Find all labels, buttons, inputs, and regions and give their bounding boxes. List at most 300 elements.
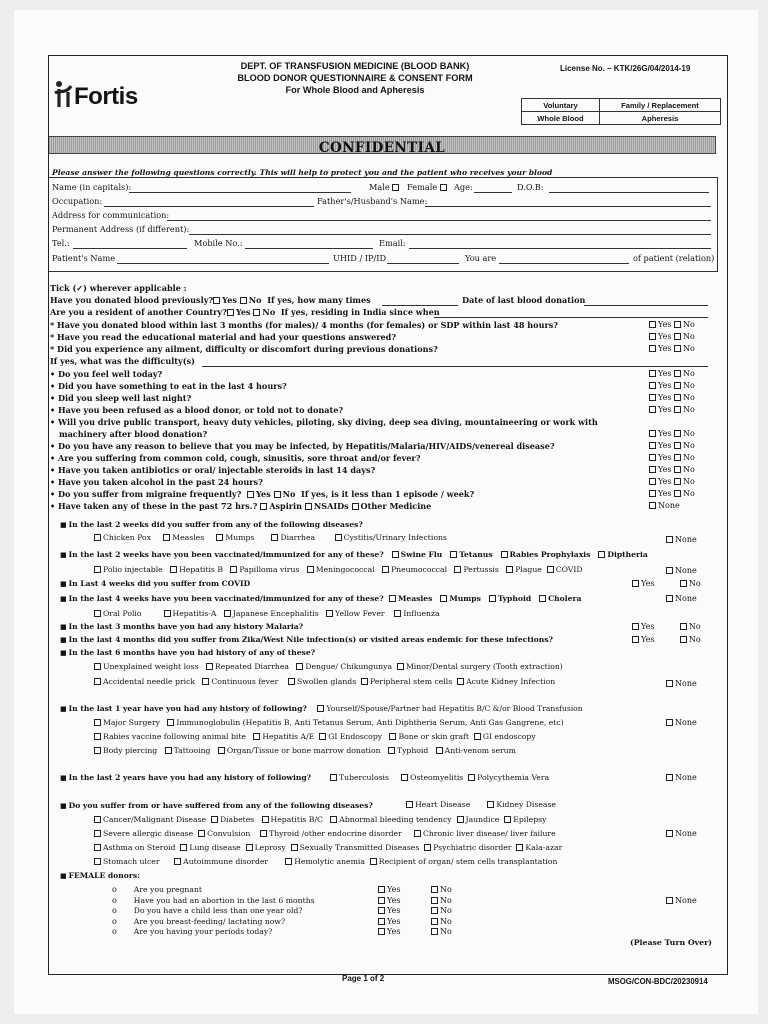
- question-ailment: * Did you experience any ailment, difficulty or discomfort during previous donations?: [50, 344, 438, 354]
- female-label: Female: [407, 182, 438, 192]
- typhoid-vacc-label: Typhoid: [497, 594, 532, 603]
- hepatitis-a-label: Hepatitis-A: [172, 609, 217, 618]
- occupation-field[interactable]: [104, 206, 314, 207]
- diptheria-checkbox[interactable]: [598, 551, 605, 558]
- dengue-checkbox[interactable]: [296, 663, 303, 670]
- no-checkbox[interactable]: [431, 918, 438, 925]
- aspirin-checkbox[interactable]: [260, 503, 267, 510]
- yes-checkbox[interactable]: [649, 370, 656, 377]
- no-checkbox[interactable]: [674, 394, 681, 401]
- hepatitis-bc-checkbox[interactable]: [262, 816, 269, 823]
- other-medicine-checkbox[interactable]: [352, 503, 359, 510]
- no-checkbox[interactable]: [674, 321, 681, 328]
- pneumococcal-checkbox[interactable]: [382, 566, 389, 573]
- gi-endoscopy-checkbox[interactable]: [319, 733, 326, 740]
- lung-disease-checkbox[interactable]: [180, 844, 187, 851]
- none-checkbox[interactable]: [666, 830, 673, 837]
- repeated-diarrhea-label: Repeated Diarrhea: [214, 662, 289, 671]
- no-label: No: [682, 441, 695, 450]
- instruction-text: Please answer the following questions correctly. This will help to protect you and the patient who receives your blood: [52, 168, 553, 177]
- name-field[interactable]: [129, 192, 351, 193]
- last-donation-date-label: Date of last blood donation: [462, 295, 586, 305]
- polio-injectable-checkbox[interactable]: [94, 566, 101, 573]
- diabetes-label: Diabetes: [219, 815, 255, 824]
- mobile-field[interactable]: [245, 248, 373, 249]
- yes-checkbox[interactable]: [378, 918, 385, 925]
- none-checkbox[interactable]: [649, 502, 656, 509]
- none-checkbox[interactable]: [666, 719, 673, 726]
- measles-vacc-checkbox[interactable]: [389, 595, 396, 602]
- resident-no-checkbox[interactable]: [253, 309, 260, 316]
- yes-checkbox[interactable]: [378, 928, 385, 935]
- female-question-text: Have you had an abortion in the last 6 months: [133, 895, 315, 905]
- plague-checkbox[interactable]: [506, 566, 513, 573]
- uhid-field[interactable]: [387, 263, 459, 264]
- hepatitis-b-vacc-checkbox[interactable]: [170, 566, 177, 573]
- female-donors-heading: ■ FEMALE donors:: [60, 871, 140, 880]
- chicken-pox-checkbox[interactable]: [94, 534, 101, 541]
- no-checkbox[interactable]: [674, 406, 681, 413]
- yes-label: Yes: [641, 622, 655, 631]
- yes-no-pair: [632, 622, 701, 631]
- yes-label: Yes: [658, 369, 672, 378]
- yes-checkbox[interactable]: [378, 907, 385, 914]
- polycythemia-checkbox[interactable]: [468, 774, 475, 781]
- s2w-disease-options: [94, 533, 447, 542]
- none-option: [666, 896, 697, 905]
- donated-no-checkbox[interactable]: [240, 297, 247, 304]
- no-label: No: [682, 332, 695, 341]
- s2w-vacc-options: [94, 565, 583, 574]
- patient-name-field[interactable]: [117, 263, 329, 264]
- father-name-field[interactable]: [425, 206, 711, 207]
- yes-checkbox[interactable]: [649, 382, 656, 389]
- question-cold: • Are you suffering from common cold, cough, sinusitis, sore throat and/or fever?: [50, 453, 421, 463]
- female-question-text: Are you breast-feeding/ lactating now?: [133, 916, 286, 926]
- heart-disease-checkbox[interactable]: [406, 801, 413, 808]
- address-field[interactable]: [167, 220, 711, 221]
- no-label: No: [682, 465, 695, 474]
- s2y-options: [330, 773, 549, 782]
- donation-type-table: [521, 98, 721, 125]
- question-infected: • Do you have any reason to believe that you may be infected, by Hepatitis/Malaria/HIV/AIDS/venereal disease?: [50, 441, 555, 451]
- question-drive-line2: machinery after blood donation?: [59, 429, 208, 439]
- none-option: [666, 718, 697, 727]
- male-label: Male: [369, 182, 390, 192]
- none-label: None: [675, 896, 697, 905]
- cystitis-checkbox[interactable]: [335, 534, 342, 541]
- s1y-question: ■ In the last 1 year have you had any history of following? Yourself/Spouse/Partner had Hepatitis B/C &/or Blood Transfusion: [60, 704, 583, 713]
- yes-label: Yes: [641, 579, 655, 588]
- s1y-options-row2: [94, 732, 536, 741]
- no-label: No: [688, 579, 701, 588]
- no-label: No: [439, 906, 452, 915]
- bleeding-checkbox[interactable]: [330, 816, 337, 823]
- chicken-pox-label: Chicken Pox: [103, 533, 152, 542]
- transplant-checkbox[interactable]: [370, 858, 377, 865]
- typhoid-vacc-checkbox[interactable]: [489, 595, 496, 602]
- no-label: No: [682, 453, 695, 462]
- tick-instruction: Tick (✓) wherever applicable :: [50, 283, 187, 293]
- no-label: No: [439, 895, 452, 905]
- weight-loss-label: Unexplained weight loss: [103, 662, 199, 671]
- diseases-text: Do you suffer from or have suffered from any of the following diseases?: [68, 801, 373, 810]
- fortis-wordmark: Fortis: [74, 83, 138, 110]
- leprosy-checkbox[interactable]: [246, 844, 253, 851]
- swine-flu-label: Swine Flu: [400, 550, 443, 559]
- none-checkbox[interactable]: [666, 774, 673, 781]
- form-title: BLOOD DONOR QUESTIONNAIRE & CONSENT FORM: [237, 73, 473, 83]
- patient-name-label: Patient's Name: [52, 253, 116, 263]
- no-label: No: [688, 635, 701, 644]
- yes-checkbox[interactable]: [649, 490, 656, 497]
- no-checkbox[interactable]: [431, 907, 438, 914]
- osteomyelitis-checkbox[interactable]: [401, 774, 408, 781]
- yes-no-pair: [649, 465, 695, 474]
- pertussis-label: Pertussis: [463, 565, 499, 574]
- diseases-options-row3: [94, 843, 562, 852]
- s4w-vacc-question: ■ In the last 4 weeks have you been vaccinated/immunized for any of these? Measles Mumps Typhoid Cholera: [60, 594, 582, 603]
- no-checkbox[interactable]: [674, 430, 681, 437]
- papilloma-checkbox[interactable]: [230, 566, 237, 573]
- no-checkbox[interactable]: [431, 897, 438, 904]
- s2w-vacc-question: ■ In the last 2 weeks have you been vaccinated/immunized for any of these? Swine Flu Tetanus Rabies Prophylaxis Diptheria: [60, 550, 648, 559]
- apheresis-cell[interactable]: Apheresis: [600, 112, 721, 125]
- diarrhea-checkbox[interactable]: [271, 534, 278, 541]
- no-label: No: [439, 916, 452, 926]
- yes-no-pair: [649, 320, 695, 329]
- last-donation-date-field[interactable]: [584, 305, 708, 306]
- yes-checkbox[interactable]: [378, 897, 385, 904]
- mumps-checkbox[interactable]: [216, 534, 223, 541]
- please-turn-over: (Please Turn Over): [630, 938, 712, 947]
- tattooing-label: Tattooing: [173, 746, 211, 755]
- papilloma-label: Papilloma virus: [239, 565, 300, 574]
- yes-checkbox[interactable]: [649, 394, 656, 401]
- none-checkbox[interactable]: [666, 536, 673, 543]
- female-question-item: [112, 906, 302, 915]
- donated-before-text: Have you donated blood previously?: [50, 295, 214, 305]
- age-label: Age:: [454, 182, 473, 192]
- autoimmune-checkbox[interactable]: [174, 858, 181, 865]
- mumps-vacc-label: Mumps: [449, 594, 481, 603]
- no-label: No: [682, 369, 695, 378]
- none-checkbox[interactable]: [666, 595, 673, 602]
- no-label: No: [682, 393, 695, 402]
- typhoid-checkbox[interactable]: [388, 747, 395, 754]
- migraine-text: • Do you suffer from migraine frequently?: [50, 489, 242, 499]
- no-checkbox[interactable]: [680, 580, 687, 587]
- yes-checkbox[interactable]: [649, 333, 656, 340]
- yes-no-pair: [378, 906, 452, 915]
- email-label: Email:: [379, 238, 406, 248]
- oral-polio-checkbox[interactable]: [94, 610, 101, 617]
- no-checkbox[interactable]: [674, 442, 681, 449]
- thyroid-label: Thyroid /other endocrine disorder: [269, 829, 402, 838]
- yes-label: Yes: [387, 895, 401, 905]
- none-label: None: [658, 501, 680, 510]
- no-label: No: [682, 477, 695, 486]
- hepatitis-bc-label: Hepatitis B/C: [270, 815, 323, 824]
- yes-checkbox[interactable]: [649, 406, 656, 413]
- jaundice-checkbox[interactable]: [457, 816, 464, 823]
- pneumococcal-label: Pneumococcal: [390, 565, 448, 574]
- measles-vacc-label: Measles: [397, 594, 433, 603]
- none-option: [666, 535, 697, 544]
- covid-vacc-checkbox[interactable]: [547, 566, 554, 573]
- family-replacement-cell[interactable]: Family / Replacement: [600, 99, 721, 112]
- none-label: None: [675, 535, 697, 544]
- difficulty-field[interactable]: [202, 366, 708, 367]
- allergic-checkbox[interactable]: [94, 830, 101, 837]
- covid-vacc-label: COVID: [555, 565, 583, 574]
- resident-no-label: No: [262, 307, 276, 317]
- rabies-prophylaxis-label: Rabies Prophylaxis: [509, 550, 591, 559]
- no-checkbox[interactable]: [674, 345, 681, 352]
- bullet-circle-icon: o: [112, 895, 117, 905]
- measles-checkbox[interactable]: [163, 534, 170, 541]
- immunoglobulin-label: Immunoglobulin (Hepatitis B, Anti Tetanus Serum, Anti Diphtheria Serum, Anti Gas Gangrene, etc): [176, 718, 564, 727]
- yes-label: Yes: [658, 441, 672, 450]
- question-migraine: [50, 489, 474, 499]
- s1y-options-row1: [94, 718, 564, 727]
- liver-disease-checkbox[interactable]: [414, 830, 421, 837]
- rabies-prophylaxis-checkbox[interactable]: [501, 551, 508, 558]
- tel-field[interactable]: [73, 248, 187, 249]
- diseases-options-row2: [94, 829, 556, 838]
- psychiatric-checkbox[interactable]: [424, 844, 431, 851]
- migraine-yes-checkbox[interactable]: [247, 491, 254, 498]
- epilepsy-checkbox[interactable]: [504, 816, 511, 823]
- question-donated-before: [50, 295, 371, 305]
- meningococcal-label: Meningococcal: [315, 565, 375, 574]
- no-checkbox[interactable]: [431, 928, 438, 935]
- weight-loss-checkbox[interactable]: [94, 663, 101, 670]
- influenza-checkbox[interactable]: [394, 610, 401, 617]
- yes-checkbox[interactable]: [649, 321, 656, 328]
- female-checkbox[interactable]: [440, 184, 447, 191]
- lung-disease-label: Lung disease: [189, 843, 241, 852]
- zika-text: In the last 4 months did you suffer from Zika/West Nile infection(s) or visited areas endemic for these infections?: [68, 635, 553, 644]
- question-recent-donation: * Have you donated blood within last 3 months (for males)/ 4 months (for females) or SDP within last 48 hours?: [50, 320, 559, 330]
- yes-no-pair: [649, 441, 695, 450]
- anti-venom-checkbox[interactable]: [436, 747, 443, 754]
- resident-yes-checkbox[interactable]: [227, 309, 234, 316]
- convulsion-label: Convulsion: [207, 829, 251, 838]
- kala-azar-label: Kala-azar: [525, 843, 563, 852]
- s6m-text: In the last 6 months have you had history of any of these?: [68, 648, 316, 657]
- swollen-glands-checkbox[interactable]: [288, 678, 295, 685]
- migraine-no-checkbox[interactable]: [274, 491, 281, 498]
- body-piercing-checkbox[interactable]: [94, 747, 101, 754]
- gi-endoscopy-label: GI Endoscopy: [328, 732, 383, 741]
- no-checkbox[interactable]: [674, 490, 681, 497]
- no-checkbox[interactable]: [674, 466, 681, 473]
- convulsion-checkbox[interactable]: [198, 830, 205, 837]
- no-checkbox[interactable]: [674, 382, 681, 389]
- std-checkbox[interactable]: [291, 844, 298, 851]
- none-checkbox[interactable]: [666, 897, 673, 904]
- yes-checkbox[interactable]: [649, 454, 656, 461]
- hepatitis-partner-checkbox[interactable]: [317, 705, 324, 712]
- none-label: None: [675, 679, 697, 688]
- female-question-item: [112, 896, 315, 905]
- migraine-yes-label: Yes: [255, 489, 271, 499]
- nsaids-checkbox[interactable]: [305, 503, 312, 510]
- resident-since-field[interactable]: [434, 317, 708, 318]
- hepatitis-b-vacc-label: Hepatitis B: [179, 565, 223, 574]
- diseases-header-options: [406, 800, 556, 809]
- other-medicine-label: Other Medicine: [360, 501, 432, 511]
- allergic-label: Severe allergic disease: [103, 829, 194, 838]
- yes-label: Yes: [658, 489, 672, 498]
- dental-surgery-checkbox[interactable]: [397, 663, 404, 670]
- yes-label: Yes: [658, 381, 672, 390]
- permanent-address-field[interactable]: [189, 234, 711, 235]
- liver-disease-label: Chronic liver disease/ liver failure: [422, 829, 556, 838]
- bone-skin-graft-checkbox[interactable]: [389, 733, 396, 740]
- diabetes-checkbox[interactable]: [211, 816, 218, 823]
- diseases-options-row1: [94, 815, 546, 824]
- s4w-vacc-text: In the last 4 weeks have you been vaccinated/immunized for any of these?: [68, 594, 384, 603]
- yes-checkbox[interactable]: [632, 623, 639, 630]
- rabies-vaccine-checkbox[interactable]: [94, 733, 101, 740]
- donated-yes-label: Yes: [222, 295, 237, 305]
- no-checkbox[interactable]: [680, 623, 687, 630]
- question-feel-well: • Do you feel well today?: [50, 369, 163, 379]
- yes-label: Yes: [641, 635, 655, 644]
- repeated-diarrhea-checkbox[interactable]: [206, 663, 213, 670]
- male-checkbox[interactable]: [392, 184, 399, 191]
- stem-cells-label: Peripheral stem cells: [370, 677, 453, 686]
- swine-flu-checkbox[interactable]: [392, 551, 399, 558]
- female-question-text: Are you having your periods today?: [133, 927, 273, 936]
- female-question-item: [112, 927, 272, 936]
- major-surgery-checkbox[interactable]: [94, 719, 101, 726]
- japanese-enc-checkbox[interactable]: [224, 610, 231, 617]
- asthma-label: Asthma on Steroid: [103, 843, 176, 852]
- tuberculosis-checkbox[interactable]: [330, 774, 337, 781]
- donation-times-field[interactable]: [382, 305, 458, 306]
- s1y-options-row3: [94, 746, 516, 755]
- question-eaten: • Did you have something to eat in the last 4 hours?: [50, 381, 287, 391]
- yes-checkbox[interactable]: [632, 580, 639, 587]
- cancer-label: Cancer/Malignant Disease: [103, 815, 207, 824]
- dengue-label: Dengue/ Chikungunya: [305, 662, 393, 671]
- osteomyelitis-label: Osteomyelitis: [410, 773, 464, 782]
- malaria-question: ■ In the last 3 months have you had any history Malaria?: [60, 622, 304, 631]
- kidney-disease-checkbox[interactable]: [487, 801, 494, 808]
- yes-label: Yes: [658, 405, 672, 414]
- autoimmune-label: Autoimmune disorder: [183, 857, 269, 866]
- organ-donation-checkbox[interactable]: [218, 747, 225, 754]
- needle-prick-checkbox[interactable]: [94, 678, 101, 685]
- yes-checkbox[interactable]: [649, 478, 656, 485]
- stem-cells-checkbox[interactable]: [361, 678, 368, 685]
- meningococcal-checkbox[interactable]: [307, 566, 314, 573]
- tuberculosis-label: Tuberculosis: [339, 773, 389, 782]
- hepatitis-a-checkbox[interactable]: [164, 610, 171, 617]
- mumps-vacc-checkbox[interactable]: [440, 595, 447, 602]
- tattooing-checkbox[interactable]: [165, 747, 172, 754]
- no-checkbox[interactable]: [674, 478, 681, 485]
- continuous-fever-checkbox[interactable]: [202, 678, 209, 685]
- yes-label: Yes: [658, 393, 672, 402]
- resident-since-label: If yes, residing in India since when: [280, 307, 440, 317]
- mobile-label: Mobile No.:: [194, 238, 243, 248]
- no-checkbox[interactable]: [680, 636, 687, 643]
- yes-checkbox[interactable]: [649, 430, 656, 437]
- resident-text: Are you a resident of another Country?: [50, 307, 227, 317]
- gi-endoscopy-2-checkbox[interactable]: [474, 733, 481, 740]
- migraine-follow-text: If yes, is it less than 1 episode / week?: [301, 489, 475, 499]
- tetanus-checkbox[interactable]: [450, 551, 457, 558]
- voluntary-cell[interactable]: Voluntary: [522, 99, 600, 112]
- donated-times-label: If yes, how many times: [267, 295, 371, 305]
- donor-info-box: [48, 177, 718, 272]
- aspirin-label: Aspirin: [269, 501, 302, 511]
- hemolytic-checkbox[interactable]: [285, 858, 292, 865]
- yellow-fever-checkbox[interactable]: [326, 610, 333, 617]
- kala-azar-checkbox[interactable]: [516, 844, 523, 851]
- yes-checkbox[interactable]: [632, 636, 639, 643]
- hemolytic-label: Hemolytic anemia: [294, 857, 365, 866]
- pertussis-checkbox[interactable]: [454, 566, 461, 573]
- no-checkbox[interactable]: [431, 886, 438, 893]
- cancer-checkbox[interactable]: [94, 816, 101, 823]
- hepatitis-ae-checkbox[interactable]: [253, 733, 260, 740]
- female-question-item: [112, 885, 202, 894]
- zika-question: ■ In the last 4 months did you suffer from Zika/West Nile infection(s) or visited areas endemic for these infections?: [60, 635, 553, 644]
- yes-no-pair: [378, 917, 452, 926]
- yes-checkbox[interactable]: [649, 345, 656, 352]
- no-checkbox[interactable]: [674, 333, 681, 340]
- none-checkbox[interactable]: [666, 680, 673, 687]
- stomach-ulcer-checkbox[interactable]: [94, 858, 101, 865]
- form-subtitle: For Whole Blood and Apheresis: [285, 85, 425, 95]
- confidential-label: CONFIDENTIAL: [318, 140, 446, 156]
- no-label: No: [439, 885, 452, 894]
- donated-yes-checkbox[interactable]: [213, 297, 220, 304]
- yes-checkbox[interactable]: [649, 466, 656, 473]
- diseases-question: ■ Do you suffer from or have suffered from any of the following diseases?: [60, 801, 373, 810]
- yes-label: Yes: [387, 927, 401, 936]
- bone-skin-graft-label: Bone or skin graft: [398, 732, 469, 741]
- cholera-checkbox[interactable]: [539, 595, 546, 602]
- needle-prick-label: Accidental needle prick: [103, 677, 196, 686]
- age-field[interactable]: [474, 192, 512, 193]
- anti-venom-label: Anti-venom serum: [444, 746, 516, 755]
- dob-label: D.O.B:: [517, 182, 544, 192]
- none-checkbox[interactable]: [666, 567, 673, 574]
- yes-checkbox[interactable]: [649, 442, 656, 449]
- relation-field[interactable]: [499, 263, 629, 264]
- yes-no-pair: [649, 477, 695, 486]
- email-field[interactable]: [409, 248, 711, 249]
- yes-checkbox[interactable]: [378, 886, 385, 893]
- no-checkbox[interactable]: [674, 454, 681, 461]
- asthma-checkbox[interactable]: [94, 844, 101, 851]
- whole-blood-cell[interactable]: Whole Blood: [522, 112, 600, 125]
- thyroid-checkbox[interactable]: [260, 830, 267, 837]
- kidney-infection-checkbox[interactable]: [457, 678, 464, 685]
- immunoglobulin-checkbox[interactable]: [167, 719, 174, 726]
- bullet-circle-icon: o: [112, 916, 117, 926]
- no-checkbox[interactable]: [674, 370, 681, 377]
- bullet-circle-icon: o: [112, 927, 117, 936]
- none-option: [666, 566, 697, 575]
- dob-field[interactable]: [549, 192, 709, 193]
